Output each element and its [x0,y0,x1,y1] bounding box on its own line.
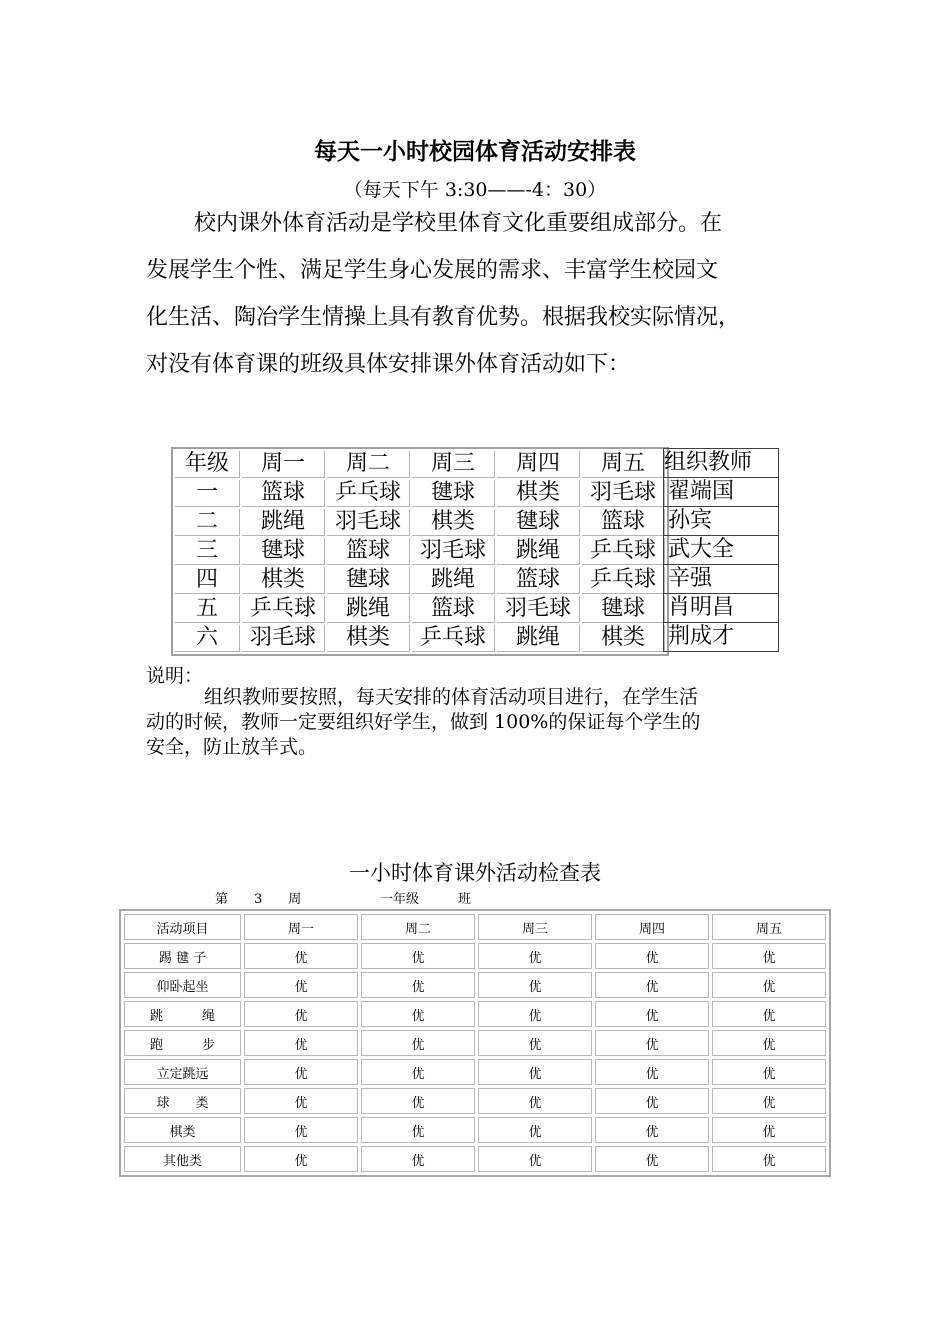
activity-cell: 羽毛球 [582,480,665,507]
rating-cell: 优 [361,1001,475,1027]
checklist-header-cell: 周二 [361,914,475,940]
checklist-title: 一小时体育课外活动检查表 [349,861,601,885]
intro-line: 发展学生个性、满足学生身心发展的需求、丰富学生校园文 [146,258,719,283]
checklist-row [124,943,826,969]
rating-cell: 优 [595,1030,709,1056]
rating-cell: 优 [244,1001,358,1027]
rating-cell: 优 [244,1030,358,1056]
activity-cell: 羽毛球 [497,596,580,623]
rating-cell: 优 [478,1146,592,1172]
checklist-header-cell: 活动项目 [124,914,241,940]
activity-name-cell: 球 类 [124,1088,241,1114]
activity-cell: 棋类 [412,509,495,536]
rating-cell: 优 [712,1146,826,1172]
schedule-header-row [175,451,665,478]
checklist-header-cell: 周五 [712,914,826,940]
teacher-row [664,478,779,507]
activity-cell: 篮球 [497,567,580,594]
teacher-name-cell: 武大全 [664,536,779,565]
checklist-row [124,1001,826,1027]
rating-cell: 优 [478,1088,592,1114]
activity-cell: 乒乓球 [582,567,665,594]
teacher-header-cell: 组织教师 [664,449,779,478]
checklist-header-cell: 周三 [478,914,592,940]
checklist-row [124,1030,826,1056]
activity-name-cell: 踢 毽 子 [124,943,241,969]
schedule-row [175,480,665,507]
activity-name-cell: 跳 绳 [124,1001,241,1027]
schedule-header-cell: 周一 [242,451,325,478]
activity-cell: 乒乓球 [582,538,665,565]
activity-cell: 跳绳 [412,567,495,594]
checklist-header-row [124,914,826,940]
grade-cell: 一 [175,480,240,507]
activity-cell: 羽毛球 [327,509,410,536]
activity-cell: 棋类 [497,480,580,507]
rating-cell: 优 [712,1001,826,1027]
activity-name-cell: 立定跳远 [124,1059,241,1085]
rating-cell: 优 [478,1117,592,1143]
rating-cell: 优 [595,1117,709,1143]
grade-cell: 六 [175,625,240,652]
note-heading: 说明： [146,665,204,687]
activity-cell: 毽球 [327,567,410,594]
grade-cell: 三 [175,538,240,565]
schedule-row [175,538,665,565]
grade-cell: 二 [175,509,240,536]
schedule-row [175,567,665,594]
rating-cell: 优 [244,1088,358,1114]
activity-cell: 羽毛球 [242,625,325,652]
rating-cell: 优 [595,1059,709,1085]
rating-cell: 优 [712,1030,826,1056]
rating-cell: 优 [244,943,358,969]
rating-cell: 优 [595,943,709,969]
schedule-table [171,447,669,656]
activity-cell: 棋类 [242,567,325,594]
schedule-row [175,625,665,652]
activity-name-cell: 其他类 [124,1146,241,1172]
activity-cell: 毽球 [497,509,580,536]
activity-name-cell: 跑 步 [124,1030,241,1056]
schedule-header-cell: 周五 [582,451,665,478]
activity-cell: 跳绳 [497,538,580,565]
grade-cell: 五 [175,596,240,623]
page-title: 每天一小时校园体育活动安排表 [314,138,636,165]
activity-cell: 篮球 [242,480,325,507]
note-line: 安全，防止放羊式。 [146,736,318,758]
rating-cell: 优 [478,1030,592,1056]
rating-cell: 优 [361,972,475,998]
note-line: 组织教师要按照，每天安排的体育活动项目进行，在学生活 [204,686,699,708]
activity-cell: 毽球 [582,596,665,623]
intro-paragraph [146,200,810,388]
activity-cell: 跳绳 [497,625,580,652]
teacher-name-cell: 孙宾 [664,507,779,536]
rating-cell: 优 [361,1146,475,1172]
activity-cell: 乒乓球 [327,480,410,507]
checklist-row [124,1088,826,1114]
intro-line: 化生活、陶冶学生情操上具有教育优势。根据我校实际情况， [146,305,741,330]
schedule-header-cell: 周四 [497,451,580,478]
rating-cell: 优 [244,1059,358,1085]
schedule-row [175,596,665,623]
rating-cell: 优 [712,1088,826,1114]
checklist-header-cell: 周一 [244,914,358,940]
rating-cell: 优 [595,972,709,998]
grade-label: 一年级 班 [380,892,472,907]
rating-cell: 优 [595,1088,709,1114]
teacher-name-cell: 荆成才 [664,623,779,652]
rating-cell: 优 [595,1146,709,1172]
activity-cell: 毽球 [242,538,325,565]
rating-cell: 优 [244,972,358,998]
teacher-header-row [664,449,779,478]
checklist-row [124,1059,826,1085]
teacher-row [664,623,779,652]
rating-cell: 优 [361,1059,475,1085]
checklist-table [119,909,831,1177]
activity-cell: 乒乓球 [242,596,325,623]
activity-cell: 棋类 [582,625,665,652]
rating-cell: 优 [244,1146,358,1172]
teacher-row [664,507,779,536]
activity-cell: 篮球 [582,509,665,536]
rating-cell: 优 [244,1117,358,1143]
activity-cell: 棋类 [327,625,410,652]
teacher-name-cell: 翟端国 [664,478,779,507]
rating-cell: 优 [478,972,592,998]
activity-cell: 毽球 [412,480,495,507]
schedule-header-cell: 年级 [175,451,240,478]
rating-cell: 优 [478,1059,592,1085]
checklist-row [124,972,826,998]
teacher-row [664,594,779,623]
activity-cell: 乒乓球 [412,625,495,652]
rating-cell: 优 [595,1001,709,1027]
rating-cell: 优 [712,972,826,998]
time-subtitle: （每天下午 3:30——-4：30） [343,179,607,201]
activity-cell: 羽毛球 [412,538,495,565]
schedule-header-cell: 周二 [327,451,410,478]
activity-name-cell: 仰卧起坐 [124,972,241,998]
intro-line: 对没有体育课的班级具体安排课外体育活动如下： [146,352,631,377]
rating-cell: 优 [712,943,826,969]
week-label: 第 3 周 [215,892,302,907]
rating-cell: 优 [361,1030,475,1056]
rating-cell: 优 [361,1117,475,1143]
teacher-row [664,565,779,594]
grade-cell: 四 [175,567,240,594]
checklist-header-cell: 周四 [595,914,709,940]
rating-cell: 优 [361,943,475,969]
activity-cell: 篮球 [412,596,495,623]
activity-name-cell: 棋类 [124,1117,241,1143]
teacher-table [663,448,779,652]
note-paragraph [146,685,810,760]
rating-cell: 优 [478,1001,592,1027]
rating-cell: 优 [478,943,592,969]
activity-cell: 跳绳 [327,596,410,623]
activity-cell: 跳绳 [242,509,325,536]
intro-line: 校内课外体育活动是学校里体育文化重要组成部分。在 [194,211,723,236]
checklist-row [124,1146,826,1172]
schedule-row [175,509,665,536]
schedule-header-cell: 周三 [412,451,495,478]
teacher-name-cell: 肖明昌 [664,594,779,623]
activity-cell: 篮球 [327,538,410,565]
rating-cell: 优 [712,1059,826,1085]
note-line: 动的时候，教师一定要组织好学生，做到 100%的保证每个学生的 [146,711,701,733]
rating-cell: 优 [712,1117,826,1143]
teacher-row [664,536,779,565]
rating-cell: 优 [361,1088,475,1114]
teacher-name-cell: 辛强 [664,565,779,594]
checklist-row [124,1117,826,1143]
